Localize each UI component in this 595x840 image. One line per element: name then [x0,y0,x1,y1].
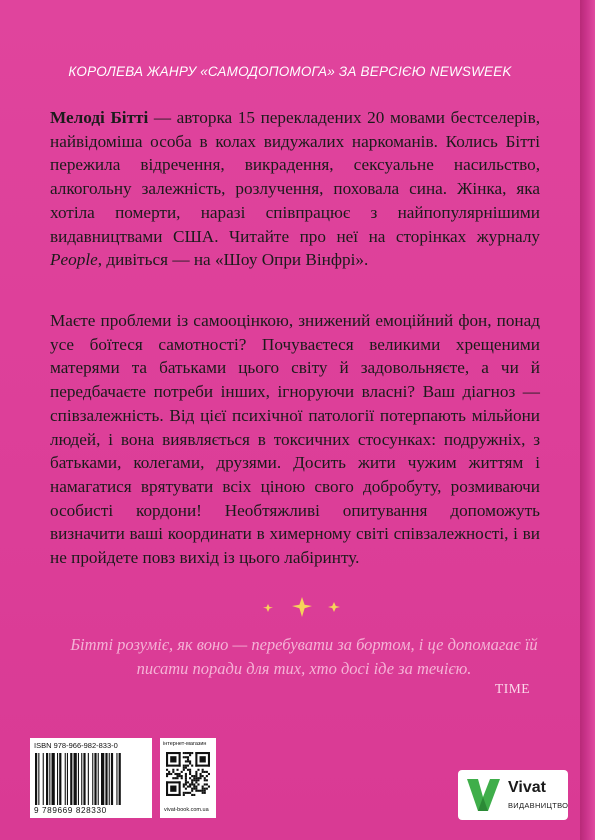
star-small-right [328,602,340,612]
publisher-name: Vivat [508,779,546,796]
press-quote: Бітті розуміє, як воно — перебувати за бортом, і це допомагає їй писати поради для тих, хто досі іде за течією. [70,635,538,678]
publisher-logo [458,770,568,820]
qr-label: інтернет-магазин [163,741,207,747]
cover-edge [580,0,595,840]
author-bio-text-1: — авторка 15 перекладених 20 мовами бестселерів, найвідоміша особа в колах видужалих наркоманів. Колись Бітті пережила відречення, викрадення, сексуальне насильство, алкогольну залежність, розлучення, поховала сина. Жінка, яка хотіла померти, наразі співпрацює з найпопулярнішими видавництвами США. Читайте про неї на сторінках журналу [50,108,540,246]
author-bio-text-2: , дивіться — на «Шоу Опри Вінфрі». [97,250,369,270]
publisher-subtitle: ВИДАВНИЦТВО [508,801,569,810]
book-description: Маєте проблеми із самооцінкою, знижений емоційний фон, понад усе боїтеся самотності? Почуваєтеся великими хрещеними матерями та батьками цього світу й задовольняєте, а чи й передбачаєте потреби інших, ігноруючи власні? Ваш діагноз — співзалежність. Від цієї психічної патології потерпають мільйони людей, і вона виявляється в токсичних стосунках: подружніх, з батьками, колегами, друзями. Досить жити чужим життям і намагатися врятувати всіх ціною свого добробуту, розмиваючи особисті кордони! Необтяжливі опитування допоможуть визначити ваші координати в химерному світі співзалежності, і ви не пройдете повз вихід із цього лабіринту. [50,311,540,568]
author-name: Мелоді Бітті [50,108,149,127]
star-small-left [263,604,273,612]
qr-url: vivat-book.com.ua [164,807,209,813]
isbn-barcode [30,738,152,818]
isbn-number: ISBN 978-966-982-833-0 [34,741,118,750]
tagline: КОРОЛЕВА ЖАНРУ «САМОДОПОМОГА» ЗА ВЕРСІЄЮ NEWSWEEK [68,64,512,79]
author-bio [50,106,540,272]
vivat-leaf-icon [464,775,502,815]
barcode-bars-icon [33,753,149,805]
star-ornament-icon [256,595,346,619]
magazine-name: People [50,250,98,270]
barcode-digits: 9 789669 828330 [34,806,107,815]
star-large-center [292,597,312,617]
qr-block [160,738,216,818]
qr-code-icon [166,752,210,796]
quote-source: TIME [495,681,530,696]
